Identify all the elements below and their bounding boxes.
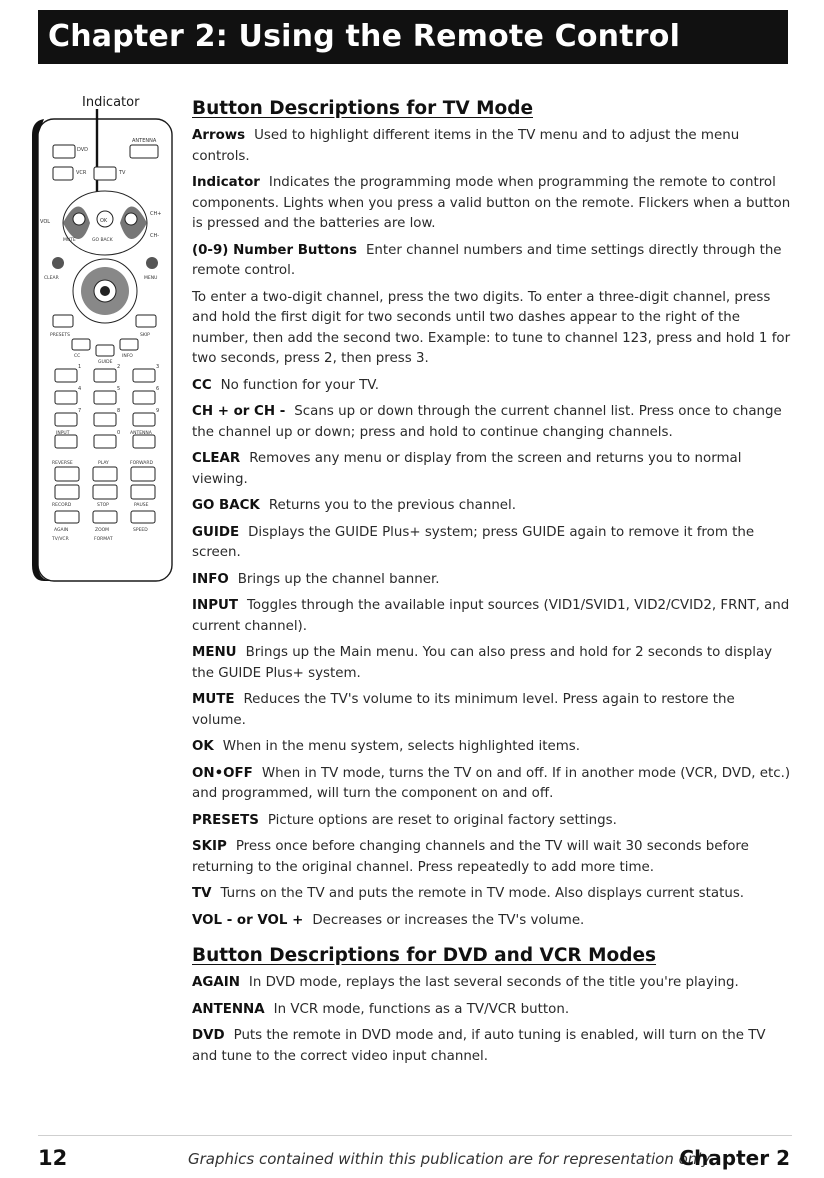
button-term: Indicator: [192, 175, 260, 190]
footer-divider: [38, 1135, 792, 1136]
svg-text:CLEAR: CLEAR: [44, 276, 59, 281]
button-description: [192, 1000, 792, 1021]
svg-text:MUTE: MUTE: [63, 238, 76, 243]
footer-note: Graphics contained within this publication are for representation only.: [188, 1150, 714, 1168]
button-term: CH + or CH -: [192, 404, 286, 419]
button-description-text: Reduces the TV's volume to its minimum level. Press again to restore the volume.: [192, 692, 735, 728]
button-description-text: When in the menu system, selects highlighted items.: [222, 739, 580, 754]
button-term: CC: [192, 377, 212, 393]
svg-text:FORWARD: FORWARD: [130, 461, 153, 466]
svg-text:2: 2: [117, 364, 121, 370]
svg-text:INFO: INFO: [122, 354, 133, 359]
svg-text:RECORD: RECORD: [52, 503, 72, 508]
svg-text:REVERSE: REVERSE: [52, 461, 73, 466]
svg-text:9: 9: [156, 408, 160, 414]
button-term: INFO: [192, 571, 229, 587]
button-description-text: In VCR mode, functions as a TV/VCR button.: [273, 1001, 570, 1017]
button-description: [192, 764, 792, 805]
button-description-text: Displays the GUIDE Plus+ system; press GUIDE again to remove it from the screen.: [192, 524, 755, 560]
button-term: SKIP: [192, 839, 227, 854]
svg-text:1: 1: [78, 364, 82, 370]
button-term: CLEAR: [192, 451, 241, 466]
button-description-text: Scans up or down through the current channel list. Press once to change the channel up or down; press and hold to continue changing channels.: [192, 404, 782, 440]
button-description: [192, 570, 792, 591]
svg-text:VOL: VOL: [40, 219, 51, 225]
button-description-text: No function for your TV.: [220, 377, 379, 393]
svg-text:VCR: VCR: [76, 170, 87, 176]
button-term: PRESETS: [192, 812, 259, 828]
svg-text:ANTENNA: ANTENNA: [132, 138, 157, 144]
section-title-dvd-vcr-modes: Button Descriptions for DVD and VCR Modes: [192, 945, 657, 966]
svg-text:PAUSE: PAUSE: [134, 503, 149, 508]
button-description-text: Puts the remote in DVD mode and, if auto tuning is enabled, will turn on the TV and tune to the correct video input channel.: [192, 1028, 766, 1064]
button-description: [192, 643, 792, 684]
remote-illustration: [30, 95, 180, 585]
svg-text:8: 8: [117, 408, 121, 414]
svg-text:CH+: CH+: [150, 211, 162, 217]
button-description: [192, 596, 792, 637]
button-term: ON•OFF: [192, 765, 253, 781]
section-title-tv-mode: Button Descriptions for TV Mode: [192, 98, 533, 119]
button-description-text: Removes any menu or display from the screen and returns you to normal viewing.: [192, 451, 742, 487]
button-description: [192, 126, 792, 167]
svg-text:STOP: STOP: [97, 503, 109, 508]
button-term: AGAIN: [192, 975, 240, 990]
button-description: [192, 449, 792, 490]
button-description-text: To enter a two-digit channel, press the two digits. To enter a three-digit channel, press and hold the first digit for two seconds until two dashes appear to the right of the number, then add the second two. Example: to tune to channel 123, press and hold 1 for two seconds, press 2, then press 3.: [192, 289, 791, 366]
button-term: GUIDE: [192, 524, 240, 540]
button-term: GO BACK: [192, 498, 260, 513]
svg-text:PRESETS: PRESETS: [50, 333, 70, 338]
button-description: [192, 690, 792, 731]
svg-text:INPUT: INPUT: [56, 431, 70, 436]
svg-text:DVD: DVD: [77, 147, 89, 153]
button-description-text: When in TV mode, turns the TV on and off. If in another mode (VCR, DVD, etc.) and programmed, will turn the component on and off.: [192, 765, 791, 801]
dvd-vcr-button-list: [192, 973, 792, 1067]
button-description-text: In DVD mode, replays the last several seconds of the title you're playing.: [248, 975, 739, 990]
button-term: MUTE: [192, 692, 235, 707]
button-description: [192, 523, 792, 564]
button-term: Arrows: [192, 128, 246, 143]
svg-text:MENU: MENU: [144, 276, 158, 281]
button-description-text: Picture options are reset to original factory settings.: [267, 812, 617, 828]
button-description: [192, 376, 792, 397]
button-description: [192, 737, 792, 758]
svg-text:3: 3: [156, 364, 160, 370]
button-description-text: Press once before changing channels and the TV will wait 30 seconds before returning to the original channel. Press repeatedly to add more time.: [192, 839, 749, 875]
button-description-text: Used to highlight different items in the TV menu and to adjust the menu controls.: [192, 128, 740, 164]
svg-text:ANTENNA: ANTENNA: [130, 431, 152, 436]
svg-text:PLAY: PLAY: [98, 461, 109, 466]
button-description-text: Enter channel numbers and time settings directly through the remote control.: [192, 242, 782, 278]
svg-text:TV: TV: [119, 170, 126, 176]
button-description-text: Decreases or increases the TV's volume.: [312, 912, 585, 928]
svg-text:7: 7: [78, 408, 82, 414]
button-term: INPUT: [192, 598, 239, 613]
svg-text:GUIDE: GUIDE: [98, 360, 113, 365]
button-description: [192, 911, 792, 932]
button-description-text: Brings up the Main menu. You can also press and hold for 2 seconds to display the GUIDE Plus+ system.: [192, 645, 773, 681]
svg-text:CH-: CH-: [150, 233, 160, 239]
svg-text:4: 4: [78, 386, 82, 392]
svg-text:5: 5: [117, 386, 121, 392]
svg-text:AGAIN: AGAIN: [54, 528, 69, 533]
button-description: [192, 1026, 792, 1067]
button-description: [192, 884, 792, 905]
button-term: VOL - or VOL +: [192, 912, 304, 928]
button-description: [192, 973, 792, 994]
svg-text:SKIP: SKIP: [140, 333, 150, 338]
button-description: [192, 402, 792, 443]
button-description-text: Returns you to the previous channel.: [268, 498, 517, 513]
button-term: MENU: [192, 645, 237, 660]
button-description-text: Turns on the TV and puts the remote in TV mode. Also displays current status.: [220, 886, 745, 901]
svg-text:OK: OK: [100, 218, 108, 224]
svg-text:ZOOM: ZOOM: [95, 528, 110, 533]
button-description: [192, 811, 792, 832]
button-description-text: Toggles through the available input sources (VID1/SVID1, VID2/CVID2, FRNT, and current channel).: [192, 598, 790, 634]
button-term: ANTENNA: [192, 1001, 265, 1017]
svg-text:CC: CC: [74, 354, 81, 359]
svg-text:TV/VCR: TV/VCR: [52, 537, 69, 542]
svg-text:GO BACK: GO BACK: [92, 238, 113, 243]
svg-text:SPEED: SPEED: [133, 528, 148, 533]
button-description: [192, 288, 792, 370]
button-description-text: Brings up the channel banner.: [237, 571, 440, 587]
page-number: 12: [38, 1146, 68, 1170]
main-content: [192, 98, 792, 1073]
button-term: OK: [192, 739, 214, 754]
indicator-label: Indicator: [82, 95, 140, 110]
button-term: DVD: [192, 1028, 225, 1043]
button-term: TV: [192, 886, 212, 901]
button-term: (0-9) Number Buttons: [192, 242, 357, 258]
remote-figure: [30, 95, 180, 585]
svg-text:FORMAT: FORMAT: [94, 537, 113, 542]
button-description: [192, 837, 792, 878]
chapter-header: Chapter 2: Using the Remote Control: [38, 10, 788, 64]
svg-text:0: 0: [117, 430, 121, 436]
button-description: [192, 173, 792, 235]
button-description: [192, 496, 792, 517]
svg-text:6: 6: [156, 386, 160, 392]
footer-chapter: Chapter 2: [679, 1146, 790, 1170]
button-description: [192, 241, 792, 282]
button-description-text: Indicates the programming mode when programming the remote to control components. Lights when you press a valid button on the remote. Flickers when a button is pressed and the batteries are low.: [192, 175, 791, 231]
tv-mode-button-list: [192, 126, 792, 931]
